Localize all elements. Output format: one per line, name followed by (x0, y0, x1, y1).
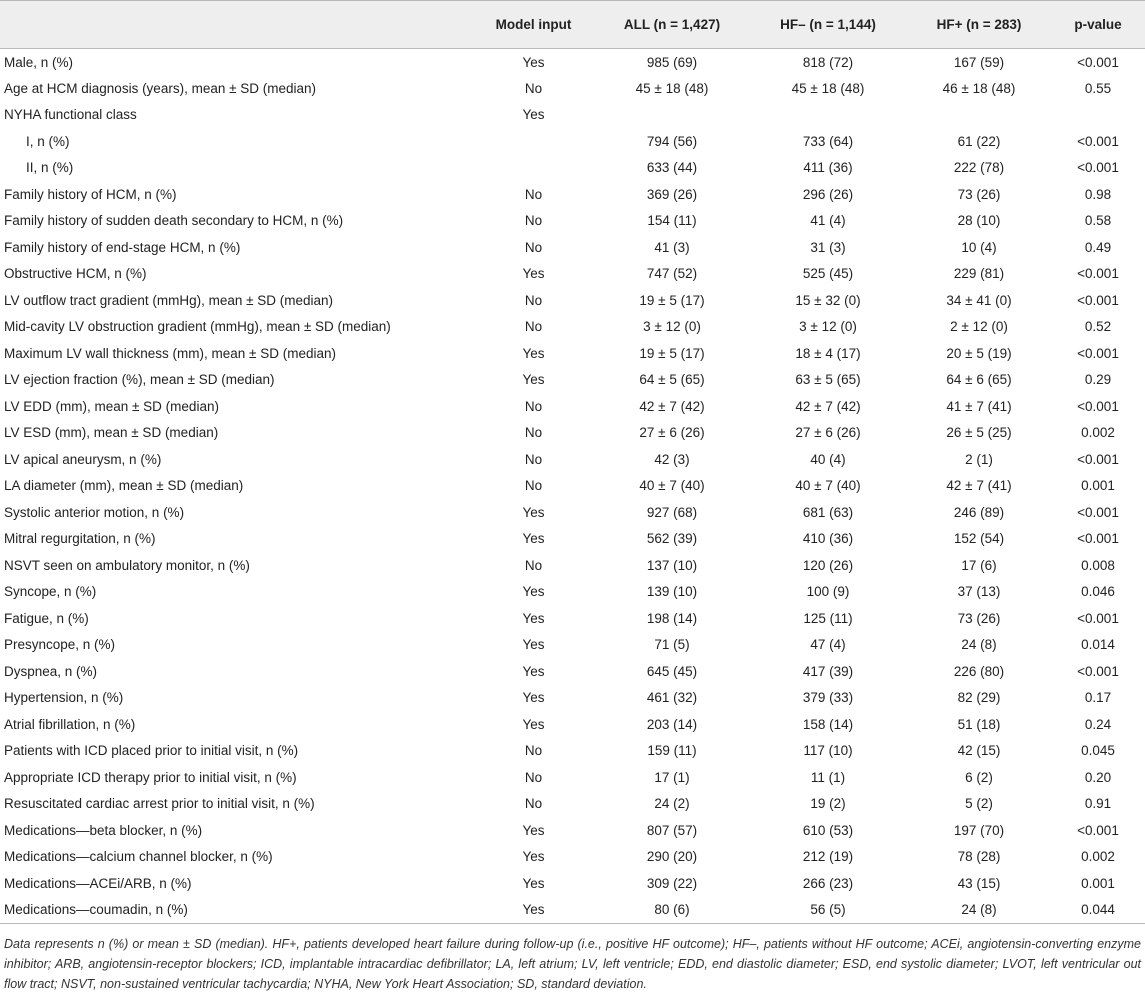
row-all: 985 (69) (646, 54, 698, 70)
row-label: Family history of HCM, n (%) (4, 186, 177, 202)
row-all: 41 (3) (654, 239, 690, 255)
table-row (0, 791, 1145, 818)
row-label: Fatigue, n (%) (4, 610, 89, 626)
row-model-input: No (524, 451, 543, 467)
row-all: 198 (14) (646, 610, 698, 626)
row-hf-neg: 56 (5) (749, 897, 907, 924)
row-hf-neg: 18 ± 4 (17) (795, 345, 861, 361)
row-all: 927 (68) (646, 504, 698, 520)
row-p-value: 0.17 (1084, 690, 1112, 706)
row-model-input: Yes (522, 531, 545, 547)
row-hf-neg (749, 102, 907, 129)
row-all: 290 (20) (646, 849, 698, 865)
table-body (0, 49, 1145, 924)
row-all: 24 (2) (654, 796, 690, 812)
row-p-value: 0.52 (1084, 319, 1112, 335)
table-row (0, 579, 1145, 606)
row-label: Syncope, n (%) (4, 584, 97, 600)
row-all: 71 (5) (654, 637, 690, 653)
table-row (0, 897, 1145, 924)
row-label: Medications—calcium channel blocker, n (%) (4, 849, 273, 865)
row-model-input: No (524, 769, 543, 785)
row-p-value: 0.002 (1081, 425, 1115, 441)
row-p-value: <0.001 (1077, 292, 1119, 308)
row-all: 309 (22) (646, 875, 698, 891)
row-hf-neg: 3 ± 12 (0) (799, 319, 857, 335)
row-label: Atrial fibrillation, n (%) (4, 716, 136, 732)
table-row (0, 870, 1145, 897)
table-row (0, 552, 1145, 579)
row-label: Family history of sudden death secondary to HCM, n (%) (4, 213, 344, 229)
row-all: 27 ± 6 (26) (639, 425, 705, 441)
row-all: 633 (44) (646, 160, 698, 176)
row-all: 807 (57) (646, 822, 698, 838)
table-row (0, 526, 1145, 553)
row-hf-pos: 20 ± 5 (19) (946, 345, 1012, 361)
row-model-input: Yes (522, 504, 545, 520)
table-row (0, 287, 1145, 314)
row-all: 159 (11) (647, 743, 697, 759)
row-hf-neg: 681 (63) (802, 504, 854, 520)
row-hf-pos: 64 ± 6 (65) (946, 372, 1012, 388)
row-hf-neg: 379 (33) (802, 690, 854, 706)
row-hf-neg: 45 ± 18 (48) (791, 80, 865, 96)
row-model-input: Yes (472, 897, 595, 924)
row-model-input: No (524, 213, 543, 229)
row-hf-neg: 158 (14) (802, 716, 854, 732)
row-model-input: Yes (522, 637, 545, 653)
row-label: Maximum LV wall thickness (mm), mean ± SD (median) (4, 345, 336, 361)
table-row (0, 367, 1145, 394)
row-label: NYHA functional class (4, 107, 137, 123)
row-label: Presyncope, n (%) (4, 637, 116, 653)
row-label: Medications—coumadin, n (%) (0, 897, 472, 924)
row-hf-pos: 37 (13) (957, 584, 1001, 600)
table-row (0, 605, 1145, 632)
row-hf-neg: 63 ± 5 (65) (795, 372, 861, 388)
table-row (0, 817, 1145, 844)
row-p-value: 0.20 (1084, 769, 1112, 785)
row-model-input: No (524, 743, 543, 759)
row-label: Systolic anterior motion, n (%) (4, 504, 185, 520)
row-hf-pos: 5 (2) (965, 796, 993, 812)
row-model-input: Yes (522, 849, 545, 865)
row-model-input: Yes (522, 107, 545, 123)
row-label: LV EDD (mm), mean ± SD (median) (4, 398, 219, 414)
row-all: 17 (1) (654, 769, 690, 785)
row-hf-neg: 411 (36) (803, 160, 853, 176)
row-all: 19 ± 5 (17) (639, 345, 705, 361)
row-p-value: 0.001 (1081, 875, 1115, 891)
row-hf-neg: 47 (4) (810, 637, 846, 653)
row-label: II, n (%) (26, 160, 74, 176)
row-model-input: No (524, 478, 543, 494)
row-hf-pos: 2 (1) (965, 451, 993, 467)
header-all: ALL (n = 1,427) (595, 1, 749, 49)
row-hf-neg: 417 (39) (802, 663, 854, 679)
row-hf-pos: 226 (80) (953, 663, 1005, 679)
row-model-input: Yes (522, 663, 545, 679)
header-hf-pos: HF+ (n = 283) (907, 1, 1051, 49)
table-row (0, 685, 1145, 712)
row-model-input: Yes (522, 266, 545, 282)
row-hf-pos: 167 (59) (953, 54, 1005, 70)
row-hf-neg: 212 (19) (802, 849, 854, 865)
row-model-input: No (524, 796, 543, 812)
row-hf-pos: 34 ± 41 (0) (946, 292, 1012, 308)
row-model-input: No (524, 186, 543, 202)
row-model-input: Yes (522, 690, 545, 706)
table-row (0, 446, 1145, 473)
row-all: 42 ± 7 (42) (639, 398, 705, 414)
row-all: 747 (52) (646, 266, 698, 282)
row-p-value: 0.014 (1081, 637, 1115, 653)
row-hf-neg: 818 (72) (802, 54, 854, 70)
row-hf-neg: 42 ± 7 (42) (795, 398, 861, 414)
row-all: 40 ± 7 (40) (639, 478, 705, 494)
row-p-value: <0.001 (1077, 54, 1119, 70)
row-all: 794 (56) (646, 133, 698, 149)
row-hf-pos: 246 (89) (953, 504, 1005, 520)
row-hf-neg: 525 (45) (802, 266, 854, 282)
row-hf-pos: 152 (54) (953, 531, 1005, 547)
row-p-value: <0.001 (1077, 266, 1119, 282)
row-model-input: Yes (522, 610, 545, 626)
row-label: Hypertension, n (%) (4, 690, 124, 706)
row-hf-pos: 10 (4) (961, 239, 997, 255)
row-all: 645 (45) (646, 663, 698, 679)
row-model-input: No (524, 557, 543, 573)
table-row (0, 128, 1145, 155)
row-hf-neg: 27 ± 6 (26) (795, 425, 861, 441)
row-hf-pos: 51 (18) (957, 716, 1001, 732)
row-p-value: <0.001 (1077, 133, 1119, 149)
row-all: 64 ± 5 (65) (639, 372, 705, 388)
table-row (0, 473, 1145, 500)
row-p-value: <0.001 (1077, 451, 1119, 467)
table-footnote: Data represents n (%) or mean ± SD (median). HF+, patients developed heart failure during follow-up (i.e., positive HF outcome); HF–, patients without HF outcome; ACEi, angiotensin-converting enzyme inhibitor; ARB, angiotensin-receptor blockers; ICD, implantable intracardiac defibrillator; LA, left atrium; LV, left ventricle; EDD, end diastolic diameter; ESD, end systolic diameter; LVOT, left ventricular out flow tract; NSVT, non-sustained ventricular tachycardia; NYHA, New York Heart Association; SD, standard deviation. (4, 936, 1141, 991)
row-model-input: No (524, 80, 543, 96)
row-hf-pos: 24 (8) (961, 637, 997, 653)
row-model-input: No (524, 398, 543, 414)
row-p-value: <0.001 (1077, 504, 1119, 520)
row-hf-pos: 197 (70) (953, 822, 1005, 838)
row-label: Patients with ICD placed prior to initial visit, n (%) (4, 743, 299, 759)
row-p-value: <0.001 (1077, 160, 1119, 176)
row-label: NSVT seen on ambulatory monitor, n (%) (4, 557, 250, 573)
row-p-value: 0.55 (1084, 80, 1112, 96)
row-hf-pos: 73 (26) (957, 186, 1001, 202)
row-label: Mitral regurgitation, n (%) (4, 531, 156, 547)
table-row (0, 102, 1145, 129)
row-model-input: Yes (522, 716, 545, 732)
row-hf-pos: 43 (15) (957, 875, 1001, 891)
row-p-value: <0.001 (1077, 398, 1119, 414)
row-all: 203 (14) (646, 716, 698, 732)
row-label: Appropriate ICD therapy prior to initial visit, n (%) (4, 769, 297, 785)
row-hf-pos: 229 (81) (953, 266, 1005, 282)
row-all: 45 ± 18 (48) (635, 80, 709, 96)
row-p-value: <0.001 (1077, 610, 1119, 626)
row-p-value: 0.29 (1084, 372, 1112, 388)
row-label: Medications—ACEi/ARB, n (%) (4, 875, 192, 891)
table-row (0, 234, 1145, 261)
row-model-input (472, 155, 595, 182)
row-hf-neg: 296 (26) (802, 186, 854, 202)
row-p-value: <0.001 (1077, 663, 1119, 679)
row-hf-neg: 19 (2) (810, 796, 846, 812)
row-p-value: 0.008 (1081, 557, 1115, 573)
table-row (0, 314, 1145, 341)
table-row (0, 181, 1145, 208)
row-label: Obstructive HCM, n (%) (4, 266, 147, 282)
table-row (0, 499, 1145, 526)
row-all: 154 (11) (647, 213, 697, 229)
row-p-value: 0.91 (1084, 796, 1112, 812)
row-hf-pos: 6 (2) (965, 769, 993, 785)
row-all: 19 ± 5 (17) (639, 292, 705, 308)
row-all: 461 (32) (646, 690, 698, 706)
row-p-value: 0.001 (1081, 478, 1115, 494)
row-hf-neg: 40 (4) (810, 451, 846, 467)
table-row (0, 49, 1145, 76)
row-label: Male, n (%) (4, 54, 74, 70)
row-label: LV ejection fraction (%), mean ± SD (median) (4, 372, 275, 388)
row-all: 562 (39) (646, 531, 698, 547)
row-label: Resuscitated cardiac arrest prior to initial visit, n (%) (4, 796, 315, 812)
row-all: 42 (3) (654, 451, 690, 467)
row-model-input (472, 128, 595, 155)
row-hf-pos: 78 (28) (957, 849, 1001, 865)
row-hf-neg: 266 (23) (802, 875, 854, 891)
row-hf-neg: 100 (9) (806, 584, 850, 600)
row-p-value: 0.49 (1084, 239, 1112, 255)
row-hf-neg: 11 (1) (810, 769, 846, 785)
row-label: LV outflow tract gradient (mmHg), mean ± SD (median) (4, 292, 334, 308)
row-all: 3 ± 12 (0) (643, 319, 701, 335)
table-row (0, 420, 1145, 447)
row-model-input: Yes (522, 372, 545, 388)
row-hf-neg: 120 (26) (802, 557, 854, 573)
row-label: LV apical aneurysm, n (%) (4, 451, 162, 467)
row-model-input: Yes (522, 875, 545, 891)
table-row (0, 844, 1145, 871)
table-row (0, 738, 1145, 765)
row-p-value: 0.002 (1081, 849, 1115, 865)
row-hf-neg: 31 (3) (810, 239, 846, 255)
header-model-input: Model input (472, 1, 595, 49)
row-hf-neg: 410 (36) (802, 531, 854, 547)
row-all: 80 (6) (595, 897, 749, 924)
row-hf-pos: 24 (8) (907, 897, 1051, 924)
table-row (0, 711, 1145, 738)
row-hf-pos: 222 (78) (953, 160, 1005, 176)
row-p-value (1051, 102, 1145, 129)
row-label: LA diameter (mm), mean ± SD (median) (4, 478, 244, 494)
row-hf-neg: 15 ± 32 (0) (795, 292, 861, 308)
row-model-input: Yes (522, 345, 545, 361)
row-hf-pos: 26 ± 5 (25) (946, 425, 1012, 441)
row-all: 369 (26) (646, 186, 698, 202)
row-model-input: No (524, 425, 543, 441)
row-hf-neg: 610 (53) (802, 822, 854, 838)
row-label: I, n (%) (26, 133, 70, 149)
row-hf-pos: 42 ± 7 (41) (946, 478, 1012, 494)
table-header-row (0, 1, 1145, 49)
row-hf-pos: 2 ± 12 (0) (950, 319, 1008, 335)
row-label: Dyspnea, n (%) (4, 663, 98, 679)
row-hf-pos: 61 (22) (957, 133, 1001, 149)
row-p-value: <0.001 (1077, 822, 1119, 838)
row-model-input: No (524, 319, 543, 335)
row-hf-pos: 82 (29) (957, 690, 1001, 706)
header-p-value: p-value (1051, 1, 1145, 49)
row-label: LV ESD (mm), mean ± SD (median) (4, 425, 219, 441)
row-model-input: Yes (522, 584, 545, 600)
row-label: Family history of end-stage HCM, n (%) (4, 239, 241, 255)
row-model-input: No (524, 292, 543, 308)
table-row (0, 155, 1145, 182)
table-row (0, 632, 1145, 659)
row-hf-neg: 125 (11) (803, 610, 853, 626)
row-hf-neg: 733 (64) (802, 133, 854, 149)
table-row (0, 261, 1145, 288)
table-row (0, 75, 1145, 102)
row-hf-pos: 42 (15) (957, 743, 1001, 759)
row-p-value: 0.045 (1081, 743, 1115, 759)
row-hf-pos: 17 (6) (961, 557, 997, 573)
row-model-input: Yes (522, 54, 545, 70)
row-hf-pos: 73 (26) (957, 610, 1001, 626)
row-p-value: 0.046 (1081, 584, 1115, 600)
row-p-value: <0.001 (1077, 345, 1119, 361)
table-row (0, 208, 1145, 235)
row-hf-pos: 46 ± 18 (48) (942, 80, 1016, 96)
row-hf-neg: 117 (10) (803, 743, 853, 759)
row-model-input: No (524, 239, 543, 255)
table-row (0, 340, 1145, 367)
row-p-value: 0.58 (1084, 213, 1112, 229)
row-p-value: 0.044 (1051, 897, 1145, 924)
header-label (0, 1, 472, 49)
row-all (595, 102, 749, 129)
row-hf-pos (907, 102, 1051, 129)
table-row (0, 658, 1145, 685)
row-p-value: <0.001 (1077, 531, 1119, 547)
row-label: Medications—beta blocker, n (%) (4, 822, 203, 838)
table-row (0, 393, 1145, 420)
row-hf-pos: 28 (10) (957, 213, 1001, 229)
row-label: Mid-cavity LV obstruction gradient (mmHg), mean ± SD (median) (4, 319, 391, 335)
table-row (0, 764, 1145, 791)
row-all: 139 (10) (646, 584, 698, 600)
row-all: 137 (10) (646, 557, 698, 573)
row-hf-pos: 41 ± 7 (41) (946, 398, 1012, 414)
row-hf-neg: 41 (4) (810, 213, 846, 229)
row-p-value: 0.98 (1084, 186, 1112, 202)
row-model-input: Yes (522, 822, 545, 838)
row-label: Age at HCM diagnosis (years), mean ± SD (median) (4, 80, 317, 96)
row-hf-neg: 40 ± 7 (40) (795, 478, 861, 494)
header-hf-neg: HF– (n = 1,144) (749, 1, 907, 49)
row-p-value: 0.24 (1084, 716, 1112, 732)
